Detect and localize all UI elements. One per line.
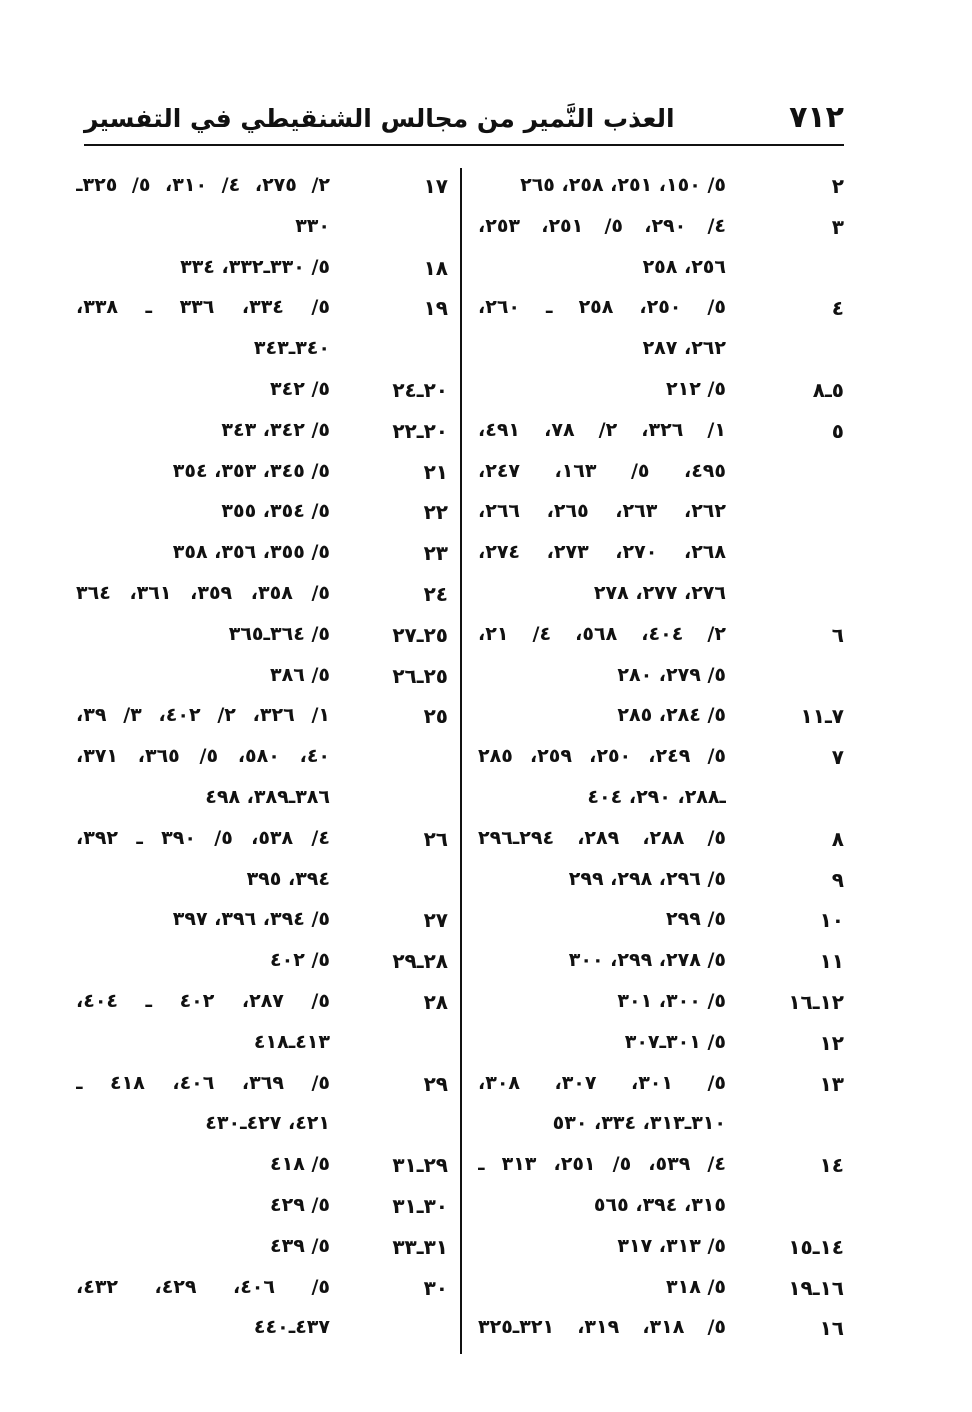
page-references: ٥/ ٢٩٩ <box>666 908 726 931</box>
verse-number: ٣ <box>831 214 844 239</box>
index-entry <box>76 1066 448 1107</box>
page-references: ٣٩٤، ٣٩٥ <box>246 867 330 890</box>
verse-number: ١٢ <box>819 1030 844 1055</box>
index-entry <box>478 250 844 291</box>
verse-number: ٢٥ <box>423 704 448 729</box>
index-entry <box>76 902 448 943</box>
page-references: ٥/ ٢٤٩، ٢٥٠، ٢٥٩، ٢٨٥ <box>478 745 726 768</box>
verse-number: ١٧ <box>423 174 448 198</box>
page-references: ٢٦٢، ٢٦٣، ٢٦٥، ٢٦٦، <box>478 500 726 523</box>
verse-number: ٢٥ـ٢٦ <box>392 663 448 688</box>
verse-number: ٢٦ <box>423 826 448 851</box>
verse-number: ٥ <box>831 418 844 443</box>
verse-number: ٢٥ـ٢٧ <box>392 622 448 647</box>
page-references: ٥/ ٣٥٨، ٣٥٩، ٣٦١، ٣٦٤ <box>76 581 330 604</box>
verse-number: ١٦ـ١٩ <box>788 1275 844 1300</box>
index-entry <box>76 1147 448 1188</box>
page-references: ٤/ ٥٣٨، ٥/ ٣٩٠ ـ ٣٩٢، <box>76 826 330 849</box>
verse-number: ١٦ <box>819 1316 844 1341</box>
page-references: ٣٣٠ <box>295 214 330 237</box>
verse-number: ٣٠ـ٣١ <box>392 1193 448 1218</box>
index-entry <box>478 576 844 617</box>
page-references: ٥/ ٣١٣، ٣١٧ <box>617 1234 726 1257</box>
index-entry <box>76 372 448 413</box>
page-references: ٥/ ٣٥٥، ٣٥٦، ٣٥٨ <box>172 541 330 564</box>
page-references: ٤٢١، ٤٢٧ـ٤٣٠ <box>205 1112 330 1135</box>
verse-number: ٩ <box>831 867 844 892</box>
page-references: ٥/ ٢٧٨، ٢٩٩، ٣٠٠ <box>568 949 726 972</box>
verse-number: ١٤ <box>819 1153 844 1178</box>
page-references: ٥/ ٢٨٧، ٤٠٢ ـ ٤٠٤، <box>76 989 330 1012</box>
index-entry <box>478 617 844 658</box>
page-references: ٤٠، ٥٨٠، ٥/ ٣٦٥، ٣٧١، <box>76 745 330 768</box>
page-references: ٥/ ٢٩٦، ٢٩٨، ٢٩٩ <box>568 867 726 890</box>
page-references: ٥/ ٢٥٠، ٢٥٨ ـ ٢٦٠، <box>478 296 726 319</box>
page-references: ٥/ ٢٨٤، ٢٨٥ <box>617 704 726 727</box>
index-entry <box>76 821 448 862</box>
verse-number: ١٣ <box>819 1071 844 1096</box>
page-references: ٤٣٧ـ٤٤٠ <box>253 1316 330 1339</box>
verse-number: ٢ <box>831 174 844 198</box>
page-references: ٥/ ٢١٢ <box>666 377 726 400</box>
page-references: ٥/ ٣٠٠، ٣٠١ <box>617 989 726 1012</box>
index-entry <box>478 739 844 780</box>
index-entry <box>478 413 844 454</box>
index-entry <box>76 1270 448 1311</box>
verse-number: ٢٠ـ٢٤ <box>392 377 448 402</box>
page-references: ٥/ ٣١٨ <box>666 1275 726 1298</box>
index-entry <box>478 290 844 331</box>
index-entry <box>478 1270 844 1311</box>
page-references: ٥/ ٣٨٦ <box>270 663 330 686</box>
running-title: العذب النَّمير من مجالس الشنقيطي في التفسير <box>84 104 675 133</box>
page-references: ٥/ ٢٧٩، ٢٨٠ <box>617 663 726 686</box>
verse-number: ٢٩ <box>423 1071 448 1096</box>
page-references: ٥/ ٣٦٤ـ٣٦٥ <box>228 622 330 645</box>
page-references: ٣١٠ـ٣١٣، ٣٣٤، ٥٣٠ <box>552 1112 726 1135</box>
page-references: ٤٩٥، ٥/ ١٦٣، ٢٤٧، <box>478 459 726 482</box>
page-references: ٢٦٨، ٢٧٠، ٢٧٣، ٢٧٤، <box>478 541 726 564</box>
index-entry <box>478 984 844 1025</box>
index-entry <box>76 168 448 209</box>
page-references: ٥/ ٣٦٩، ٤٠٦، ٤١٨ ـ <box>76 1071 330 1094</box>
index-entry <box>76 698 448 739</box>
page-number: ٧١٢ <box>789 100 844 135</box>
verse-number: ٢١ <box>423 459 448 484</box>
index-entry <box>478 1147 844 1188</box>
page-references: ٥/ ١٥٠، ٢٥١، ٢٥٨، ٢٦٥ <box>520 174 726 196</box>
page-references: ٥/ ٣٠١ـ٣٠٧ <box>624 1030 726 1053</box>
verse-number: ٧ـ١١ <box>800 704 844 729</box>
index-entry <box>76 1106 448 1147</box>
page-references: ٥/ ٤١٨ <box>270 1153 330 1176</box>
verse-number: ١٢ـ١٦ <box>788 989 844 1014</box>
page-references: ٥/ ٣٩٤، ٣٩٦، ٣٩٧ <box>172 908 330 931</box>
index-entry <box>76 984 448 1025</box>
page-references: ـ٢٨٨، ٢٩٠، ٤٠٤ <box>587 785 726 808</box>
verse-number: ٢٨ـ٢٩ <box>392 949 448 974</box>
verse-number: ٢٨ <box>423 989 448 1014</box>
index-entry <box>76 1188 448 1229</box>
index-entry <box>478 1106 844 1147</box>
verse-number: ١١ <box>819 949 844 974</box>
index-entry <box>478 698 844 739</box>
page-references: ٢/ ٢٧٥، ٤/ ٣١٠، ٥/ ٣٢٥ـ <box>76 174 330 196</box>
verse-number: ٤ <box>831 296 844 321</box>
verse-number: ٢٤ <box>423 581 448 606</box>
index-entry <box>76 658 448 699</box>
index-entry <box>76 250 448 291</box>
page-references: ٥/ ٣٤٢ <box>270 377 330 400</box>
verse-number: ٢٧ <box>423 908 448 933</box>
verse-number: ٧ <box>831 745 844 770</box>
verse-number: ٢٩ـ٣١ <box>392 1153 448 1178</box>
verse-number: ٥ـ٨ <box>812 377 844 402</box>
index-entry <box>478 821 844 862</box>
index-entry <box>478 1025 844 1066</box>
index-entry <box>76 209 448 250</box>
index-entry <box>478 372 844 413</box>
index-entry <box>478 862 844 903</box>
index-entry <box>76 1229 448 1270</box>
index-entry <box>76 290 448 331</box>
page-references: ٢٥٦، ٢٥٨ <box>642 255 726 278</box>
page-references: ٥/ ٤٣٩ <box>270 1234 330 1257</box>
page-references: ٤/ ٢٩٠، ٥/ ٢٥١، ٢٥٣، <box>478 214 726 237</box>
verse-number: ٣١ـ٣٣ <box>392 1234 448 1259</box>
index-entry <box>478 494 844 535</box>
index-entry <box>76 943 448 984</box>
index-entry <box>76 1025 448 1066</box>
index-entry <box>478 535 844 576</box>
page-references: ٣٤٠ـ٣٤٣ <box>253 337 330 360</box>
page-references: ٥/ ٤٢٩ <box>270 1193 330 1216</box>
verse-number: ٢٢ <box>423 500 448 525</box>
index-entry <box>76 739 448 780</box>
index-entry <box>76 1310 448 1351</box>
index-entry <box>478 658 844 699</box>
index-entry <box>478 1066 844 1107</box>
page-references: ٤١٣ـ٤١٨ <box>253 1030 330 1053</box>
page-references: ٤/ ٥٣٩، ٥/ ٢٥١، ٣١٣ ـ <box>478 1153 726 1176</box>
verse-number: ١٤ـ١٥ <box>788 1234 844 1259</box>
verse-number: ٦ <box>831 622 844 647</box>
page-references: ٢٦٢، ٢٨٧ <box>642 337 726 360</box>
page-references: ٥/ ٣٥٤، ٣٥٥ <box>221 500 330 523</box>
index-entry <box>478 1188 844 1229</box>
page-references: ٢/ ٤٠٤، ٥٦٨، ٤/ ٢١، <box>478 622 726 645</box>
index-entry <box>76 576 448 617</box>
index-entry <box>76 862 448 903</box>
index-entry <box>478 943 844 984</box>
page-references: ٥/ ٤٠٢ <box>270 949 330 972</box>
page-references: ٥/ ٣٠١، ٣٠٧، ٣٠٨، <box>478 1071 726 1094</box>
page-references: ١/ ٣٢٦، ٢/ ٤٠٢، ٣/ ٣٩، <box>76 704 330 727</box>
index-column-right <box>478 168 844 1351</box>
index-entry <box>478 331 844 372</box>
verse-number: ٨ <box>831 826 844 851</box>
index-entry <box>76 617 448 658</box>
index-entry <box>76 494 448 535</box>
index-entry <box>478 1310 844 1351</box>
verse-number: ١٨ <box>423 255 448 280</box>
verse-number: ٢٣ <box>423 541 448 566</box>
index-entry <box>76 454 448 495</box>
index-entry <box>478 902 844 943</box>
index-entry <box>478 1229 844 1270</box>
index-entry <box>76 413 448 454</box>
verse-number: ١٩ <box>423 296 448 321</box>
page-references: ١/ ٣٢٦، ٢/ ٧٨، ٤٩١، <box>478 418 726 441</box>
page-references: ٥/ ٢٨٨، ٢٨٩، ٢٩٤ـ٢٩٦ <box>478 826 726 849</box>
page-references: ٥/ ٣٣٠ـ٣٣٢، ٣٣٤ <box>180 255 330 278</box>
page-header <box>84 100 844 146</box>
index-entry <box>76 535 448 576</box>
page-references: ٢٧٦، ٢٧٧، ٢٧٨ <box>593 581 726 604</box>
verse-number: ٢٠ـ٢٢ <box>392 418 448 443</box>
page-references: ٥/ ٣٤٢، ٣٤٣ <box>221 418 330 441</box>
verse-number: ٣٠ <box>423 1275 448 1300</box>
index-entry <box>478 780 844 821</box>
page-references: ٥/ ٣٤٥، ٣٥٣، ٣٥٤ <box>172 459 330 482</box>
index-entry <box>478 454 844 495</box>
index-entry <box>76 780 448 821</box>
page-references: ٥/ ٣١٨، ٣١٩، ٣٢١ـ٣٢٥ <box>478 1316 726 1339</box>
page-references: ٣١٥، ٣٩٤، ٥٦٥ <box>593 1193 726 1216</box>
page-references: ٣٨٦ـ٣٨٩، ٤٩٨ <box>205 785 330 808</box>
page-references: ٥/ ٤٠٦، ٤٢٩، ٤٣٢، <box>76 1275 330 1298</box>
index-entry <box>478 168 844 209</box>
index-column-left <box>76 168 448 1351</box>
verse-number: ١٠ <box>819 908 844 933</box>
column-divider <box>460 168 462 1354</box>
index-entry <box>76 331 448 372</box>
page-references: ٥/ ٣٣٤، ٣٣٦ ـ ٣٣٨، <box>76 296 330 319</box>
index-entry <box>478 209 844 250</box>
